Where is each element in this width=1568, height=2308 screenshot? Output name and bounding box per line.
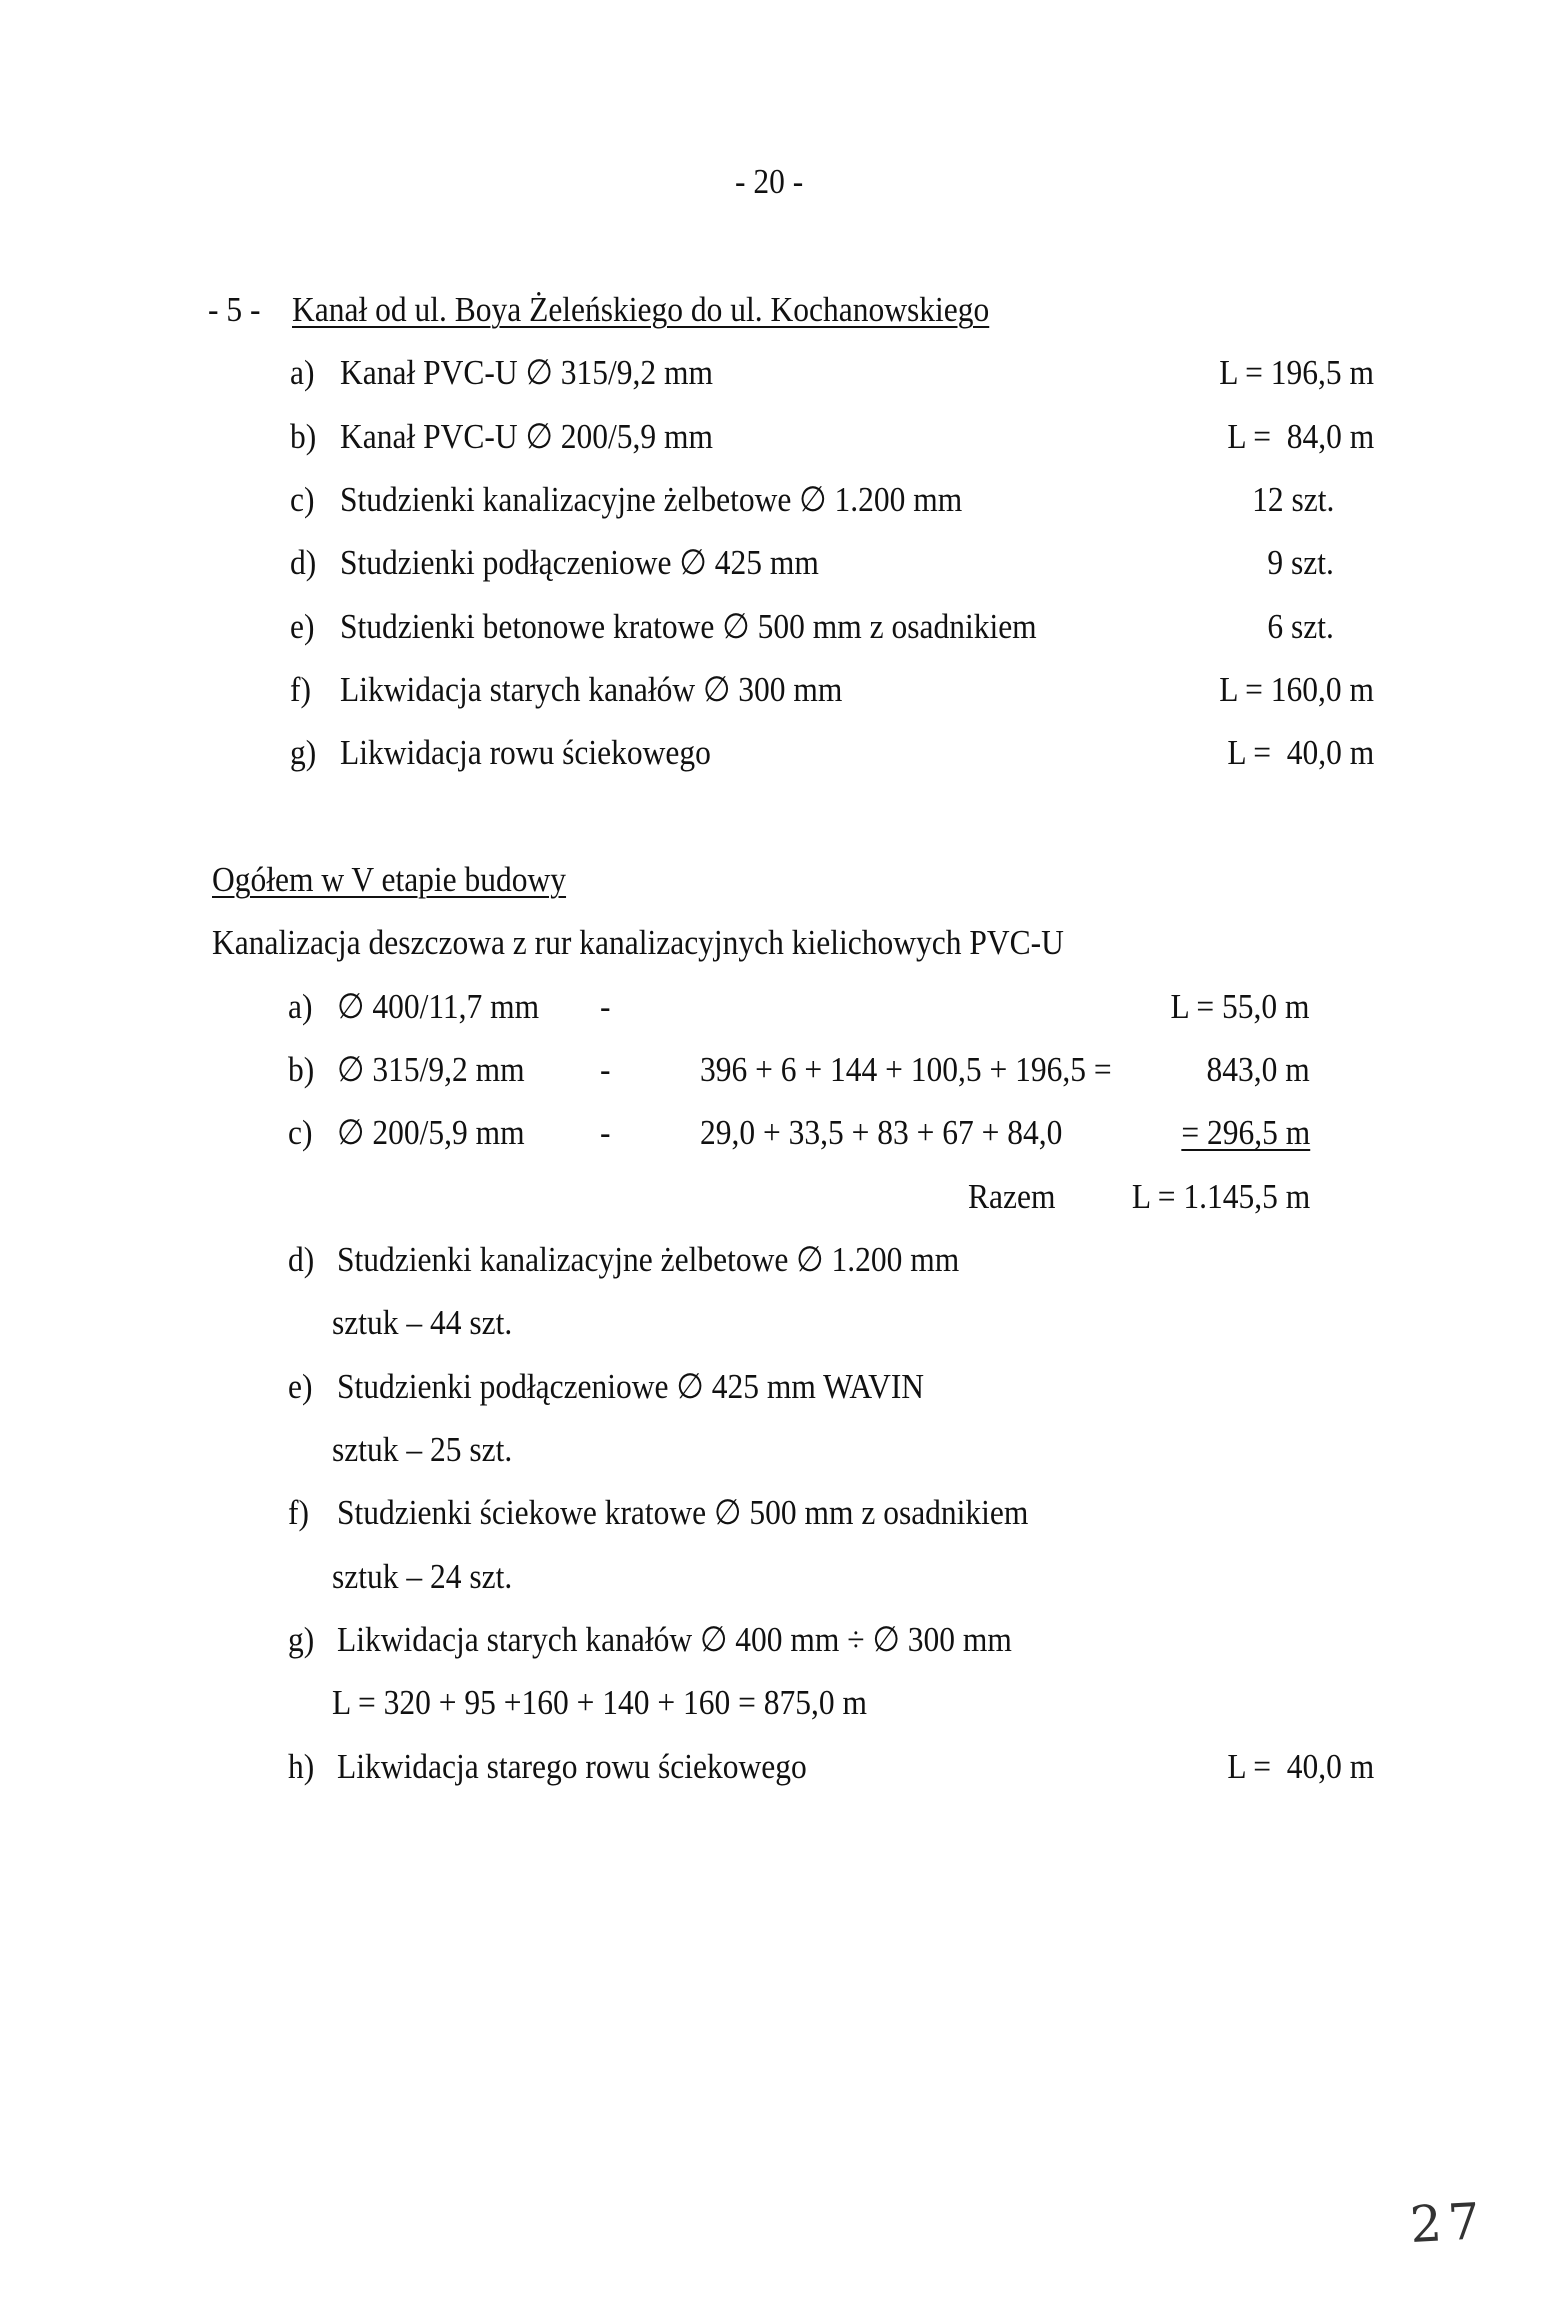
item-letter: g) bbox=[288, 1620, 315, 1659]
item-text: Studzienki betonowe kratowe ∅ 500 mm z osadnikiem bbox=[340, 607, 1037, 646]
item-value: 12 szt. bbox=[1251, 480, 1334, 519]
total-label: Razem bbox=[968, 1177, 1056, 1216]
item-letter: f) bbox=[290, 670, 311, 709]
pipe-dash: - bbox=[600, 1113, 611, 1152]
summary-intro: Kanalizacja deszczowa z rur kanalizacyjnych kielichowych PVC-U bbox=[212, 923, 1064, 962]
item-value: L = 160,0 m bbox=[1219, 670, 1374, 709]
item-text: Kanał PVC-U ∅ 315/9,2 mm bbox=[340, 353, 714, 392]
item-letter: g) bbox=[290, 733, 317, 772]
item-letter: a) bbox=[290, 353, 315, 392]
pipe-letter: a) bbox=[288, 987, 313, 1026]
section-title: Kanał od ul. Boya Żeleńskiego do ul. Kochanowskiego bbox=[292, 290, 990, 329]
item-letter: e) bbox=[288, 1367, 313, 1406]
item-text: Likwidacja starych kanałów ∅ 300 mm bbox=[340, 670, 843, 709]
item-letter: b) bbox=[290, 417, 317, 456]
item-text: Studzienki podłączeniowe ∅ 425 mm WAVIN bbox=[337, 1367, 925, 1406]
item-sub: sztuk – 24 szt. bbox=[332, 1557, 513, 1596]
item-sub: sztuk – 25 szt. bbox=[332, 1430, 513, 1469]
pipe-total: L = 55,0 m bbox=[1170, 987, 1310, 1026]
item-value: L = 84,0 m bbox=[1227, 417, 1374, 456]
item-text: Likwidacja starych kanałów ∅ 400 mm ÷ ∅ 300 mm bbox=[337, 1620, 1012, 1659]
item-letter: e) bbox=[290, 607, 315, 646]
item-value: 6 szt. bbox=[1267, 607, 1334, 646]
pipe-letter: c) bbox=[288, 1113, 313, 1152]
pipe-size: ∅ 400/11,7 mm bbox=[337, 987, 540, 1026]
item-letter: h) bbox=[288, 1747, 315, 1786]
page-header: - 20 - bbox=[735, 162, 804, 201]
item-text: Studzienki podłączeniowe ∅ 425 mm bbox=[340, 543, 819, 582]
pipe-size: ∅ 200/5,9 mm bbox=[337, 1113, 525, 1152]
item-text: Studzienki ściekowe kratowe ∅ 500 mm z osadnikiem bbox=[337, 1493, 1029, 1532]
item-sub: sztuk – 44 szt. bbox=[332, 1303, 513, 1342]
handwritten-page-number: 27 bbox=[1408, 2192, 1488, 2254]
section-number: - 5 - bbox=[208, 290, 261, 329]
item-sub: L = 320 + 95 +160 + 140 + 160 = 875,0 m bbox=[332, 1683, 868, 1722]
item-value: L = 40,0 m bbox=[1227, 1747, 1374, 1786]
pipe-size: ∅ 315/9,2 mm bbox=[337, 1050, 525, 1089]
item-value: L = 196,5 m bbox=[1219, 353, 1374, 392]
item-letter: c) bbox=[290, 480, 315, 519]
item-letter: f) bbox=[288, 1493, 309, 1532]
item-value: L = 40,0 m bbox=[1227, 733, 1374, 772]
pipe-total: = 296,5 m bbox=[1181, 1113, 1310, 1152]
item-value: 9 szt. bbox=[1267, 543, 1334, 582]
pipe-letter: b) bbox=[288, 1050, 315, 1089]
item-text: Studzienki kanalizacyjne żelbetowe ∅ 1.200 mm bbox=[337, 1240, 960, 1279]
item-text: Likwidacja starego rowu ściekowego bbox=[337, 1747, 807, 1786]
summary-heading: Ogółem w V etapie budowy bbox=[212, 860, 567, 899]
item-text: Kanał PVC-U ∅ 200/5,9 mm bbox=[340, 417, 714, 456]
pipe-total: 843,0 m bbox=[1206, 1050, 1310, 1089]
item-text: Studzienki kanalizacyjne żelbetowe ∅ 1.200 mm bbox=[340, 480, 963, 519]
pipe-dash: - bbox=[600, 1050, 611, 1089]
pipe-dash: - bbox=[600, 987, 611, 1026]
item-text: Likwidacja rowu ściekowego bbox=[340, 733, 711, 772]
total-value: L = 1.145,5 m bbox=[1131, 1177, 1310, 1216]
pipe-calc: 29,0 + 33,5 + 83 + 67 + 84,0 bbox=[700, 1113, 1063, 1152]
pipe-calc: 396 + 6 + 144 + 100,5 + 196,5 = bbox=[700, 1050, 1112, 1089]
item-letter: d) bbox=[288, 1240, 315, 1279]
item-letter: d) bbox=[290, 543, 317, 582]
